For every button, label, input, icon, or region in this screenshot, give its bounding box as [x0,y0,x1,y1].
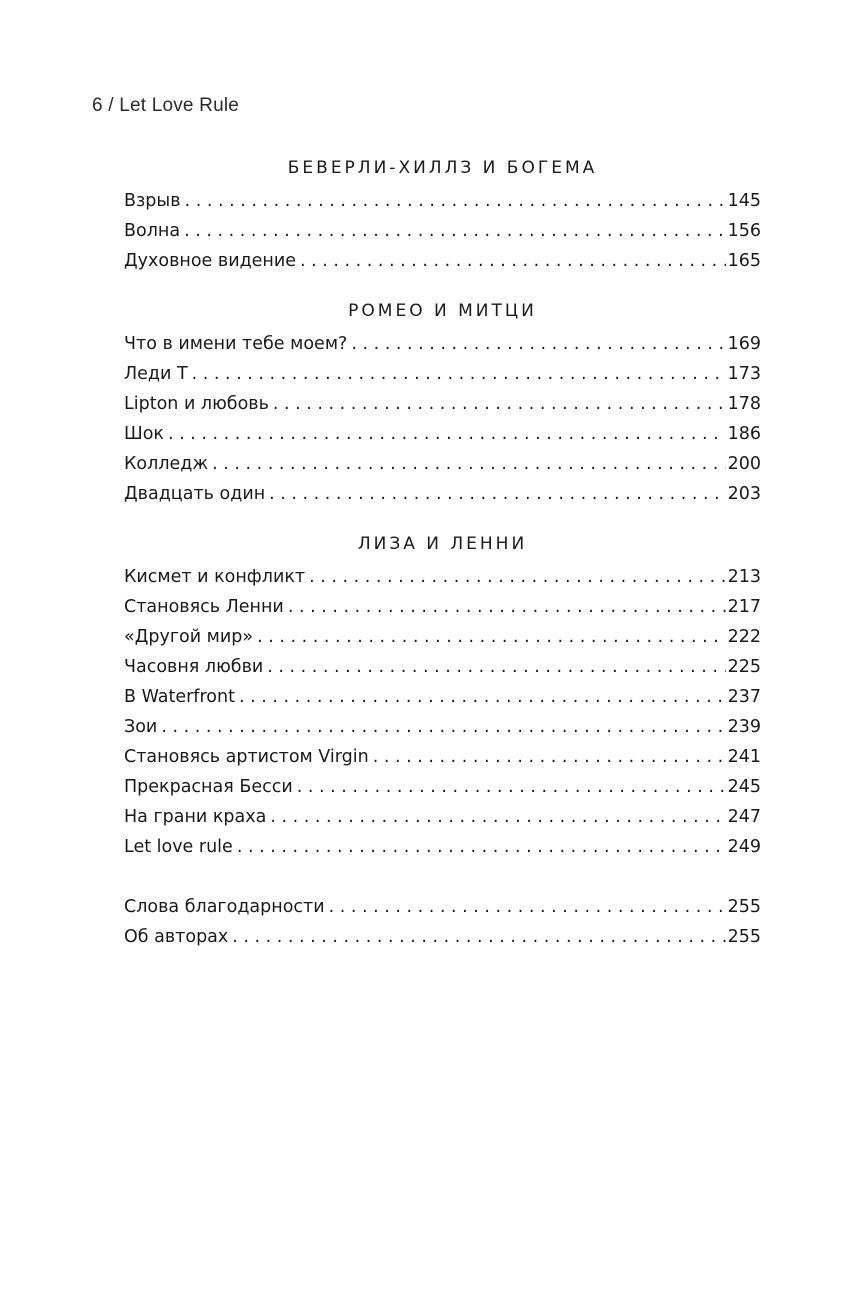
toc-entry[interactable] [124,622,761,652]
page-number: 222 [727,627,761,647]
section-spacer [124,862,761,892]
entry-title: Слова благодарности [124,897,325,917]
entry-title: «Другой мир» [124,627,254,647]
toc-entry-list [124,186,761,276]
entry-title: Кисмет и конфликт [124,567,306,587]
dot-leader [212,449,725,479]
page-number: 156 [727,221,761,241]
toc-entry[interactable] [124,216,761,246]
section-spacer [124,276,761,298]
page-number: 237 [727,687,761,707]
dot-leader [351,329,725,359]
dot-leader [270,802,725,832]
entry-title: Об авторах [124,927,229,947]
section-spacer [124,509,761,531]
toc-section-romeo-mitzi [124,298,761,509]
entry-title: Двадцать один [124,484,266,504]
entry-title: Становясь артистом Virgin [124,747,369,767]
section-title: ЛИЗА И ЛЕННИ [357,534,528,554]
toc-entry[interactable] [124,592,761,622]
dot-leader [269,479,725,509]
toc-entry[interactable] [124,832,761,862]
page-number: 217 [727,597,761,617]
dot-leader [239,682,726,712]
page-number: 178 [727,394,761,414]
page-number: 213 [727,567,761,587]
table-of-contents [124,155,761,952]
dot-leader [184,216,726,246]
page-number: 241 [727,747,761,767]
entry-title: Что в имени тебе моем? [124,334,348,354]
entry-title: В Waterfront [124,687,235,707]
toc-entry[interactable] [124,802,761,832]
page-number: 255 [727,897,761,917]
toc-entry[interactable] [124,389,761,419]
toc-section-lisa-lenny [124,531,761,862]
dot-leader [237,832,726,862]
entry-title: Колледж [124,454,209,474]
toc-entry[interactable] [124,359,761,389]
dot-leader [267,652,725,682]
toc-entry[interactable] [124,246,761,276]
toc-entry[interactable] [124,186,761,216]
entry-title: На грани краха [124,807,267,827]
toc-entry-list [124,329,761,509]
entry-title: Let love rule [124,837,233,857]
entry-title: Lipton и любовь [124,394,269,414]
toc-entry[interactable] [124,329,761,359]
toc-entry[interactable] [124,712,761,742]
dot-leader [192,359,726,389]
section-title: РОМЕО И МИТЦИ [348,301,537,321]
toc-entry[interactable] [124,772,761,802]
entry-title: Часовня любви [124,657,264,677]
page-number: 186 [727,424,761,444]
toc-entry[interactable] [124,419,761,449]
dot-leader [185,186,726,216]
dot-leader [300,246,726,276]
dot-leader [329,892,726,922]
toc-entry[interactable] [124,562,761,592]
entry-title: Становясь Ленни [124,597,284,617]
toc-back-matter [124,892,761,952]
page-number: 245 [727,777,761,797]
entry-title: Леди Т [124,364,188,384]
entry-title: Прекрасная Бесси [124,777,293,797]
dot-leader [232,922,725,952]
dot-leader [257,622,726,652]
page-number: 200 [727,454,761,474]
entry-title: Зои [124,717,158,737]
toc-section-beverly-hills [124,155,761,276]
toc-entry-list [124,562,761,862]
page-number: 249 [727,837,761,857]
toc-entry[interactable] [124,652,761,682]
page-number: 255 [727,927,761,947]
running-head: 6 / Let Love Rule [92,95,240,116]
toc-entry-list [124,892,761,952]
page-number: 203 [727,484,761,504]
page-number: 247 [727,807,761,827]
toc-entry[interactable] [124,682,761,712]
page-number: 165 [727,251,761,271]
entry-title: Волна [124,221,181,241]
page-number: 239 [727,717,761,737]
dot-leader [297,772,726,802]
toc-entry[interactable] [124,892,761,922]
dot-leader [288,592,726,622]
page-number: 173 [727,364,761,384]
entry-title: Взрыв [124,191,181,211]
dot-leader [168,419,726,449]
page-number: 169 [727,334,761,354]
entry-title: Шок [124,424,164,444]
dot-leader [373,742,726,772]
page-number: 145 [727,191,761,211]
section-title: БЕВЕРЛИ-ХИЛЛЗ И БОГЕМА [287,158,598,178]
toc-entry[interactable] [124,479,761,509]
toc-entry[interactable] [124,742,761,772]
page-number: 225 [727,657,761,677]
dot-leader [161,712,725,742]
toc-entry[interactable] [124,922,761,952]
dot-leader [309,562,726,592]
toc-entry[interactable] [124,449,761,479]
dot-leader [273,389,726,419]
entry-title: Духовное видение [124,251,297,271]
